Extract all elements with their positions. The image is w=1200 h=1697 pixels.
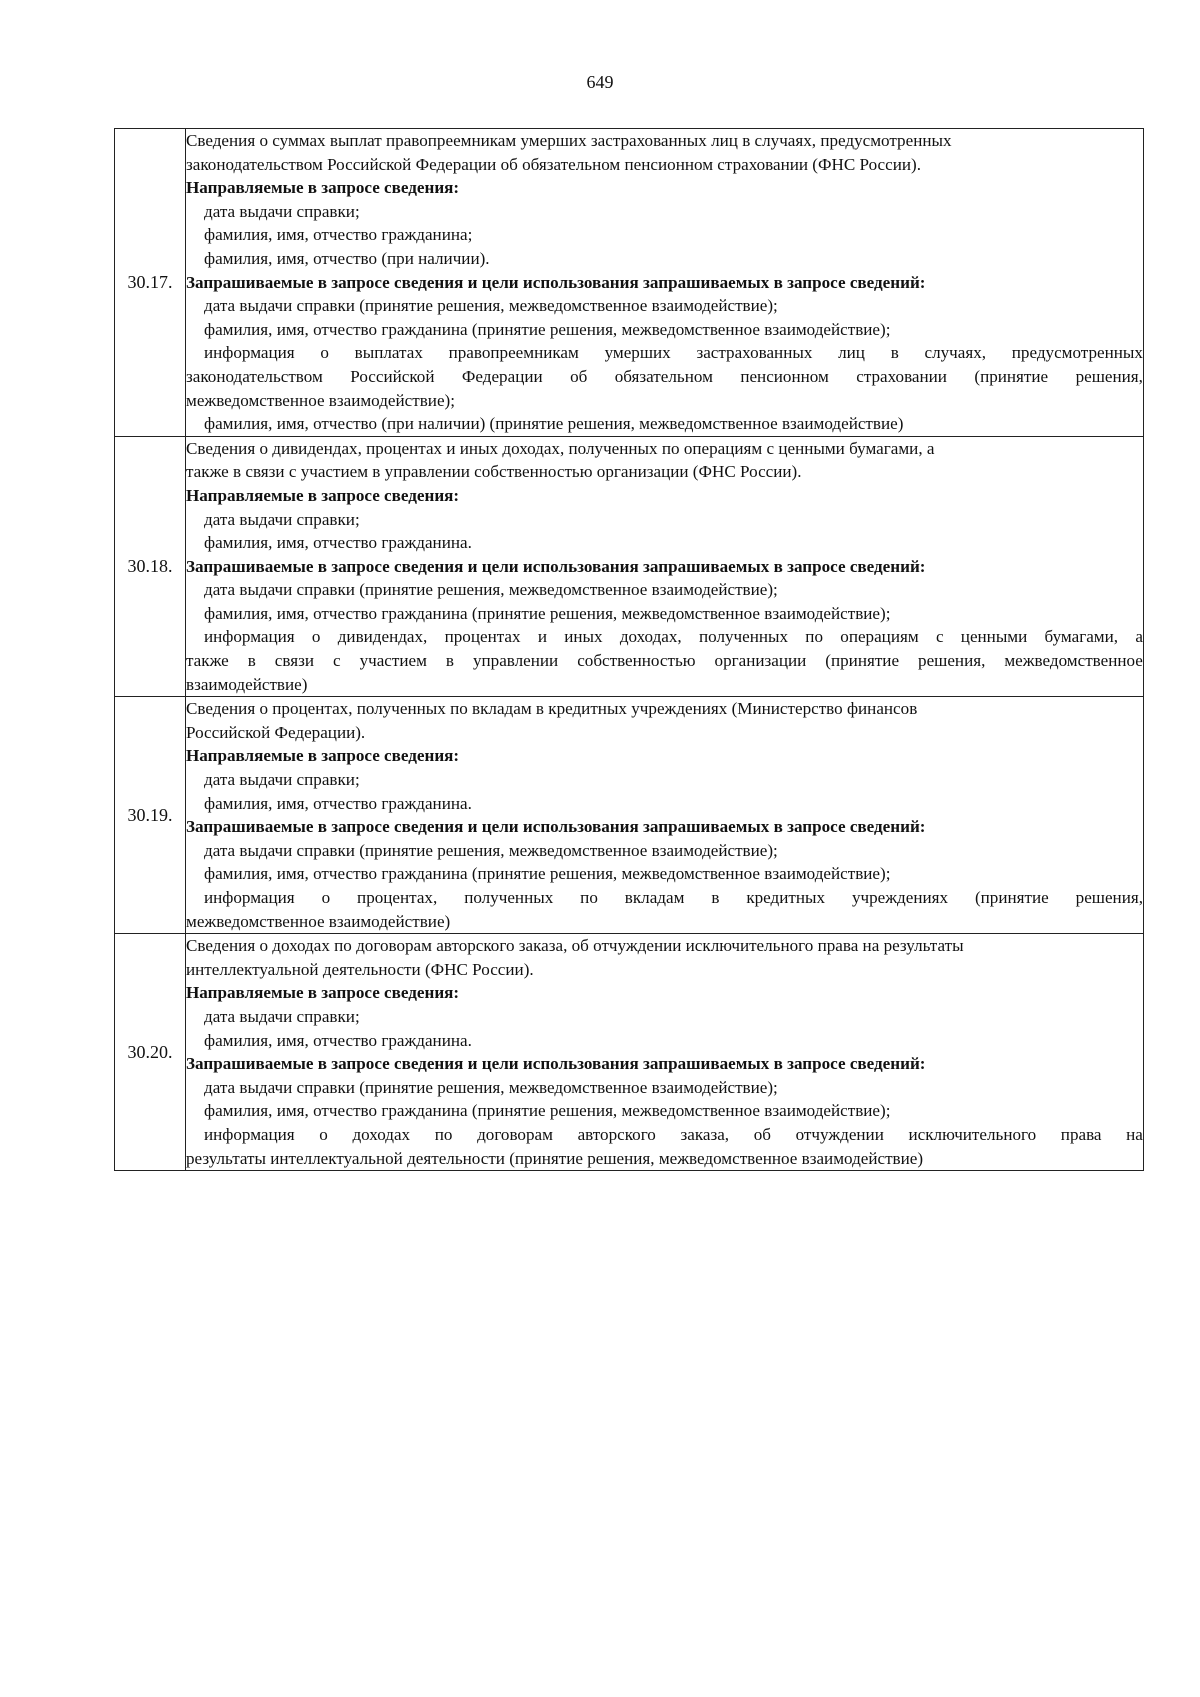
list-item: информация о процентах, полученных по вкладам в кредитных учреждениях (принятие решения, — [204, 888, 1143, 907]
description-line: Сведения о суммах выплат правопреемникам умерших застрахованных лиц в случаях, предусмотренных — [186, 131, 952, 150]
row-number: 30.20. — [115, 934, 186, 1171]
list-item: фамилия, имя, отчество гражданина (принятие решения, межведомственное взаимодействие); — [204, 603, 891, 623]
list-item: информация о дивидендах, процентах и иных доходах, полученных по операциям с ценными бумагами, а — [204, 627, 1143, 647]
list-item: информация о выплатах правопреемникам умерших застрахованных лиц в случаях, предусмотренных — [204, 343, 1143, 363]
requirements-table — [114, 128, 1144, 1171]
list-item-continuation: межведомственное взаимодействие); — [186, 390, 455, 410]
list-item: дата выдачи справки (принятие решения, межведомственное взаимодействие); — [204, 580, 778, 600]
list-item: дата выдачи справки (принятие решения, межведомственное взаимодействие); — [204, 840, 778, 860]
row-content — [186, 697, 1144, 934]
row-number: 30.18. — [115, 436, 186, 697]
row-content — [186, 129, 1144, 437]
list-item: фамилия, имя, отчество гражданина (принятие решения, межведомственное взаимодействие); — [204, 864, 891, 884]
row-content — [186, 436, 1144, 697]
row-content — [186, 934, 1144, 1171]
list-item: фамилия, имя, отчество гражданина (принятие решения, межведомственное взаимодействие); — [204, 1101, 891, 1121]
page-number: 649 — [586, 72, 614, 92]
section-heading: Запрашиваемые в запросе сведения и цели использования запрашиваемых в запросе сведений: — [186, 1054, 926, 1074]
list-item: фамилия, имя, отчество гражданина (принятие решения, межведомственное взаимодействие); — [204, 319, 891, 339]
section-heading: Направляемые в запросе сведения: — [186, 485, 460, 505]
table-row — [115, 697, 1144, 934]
list-item: дата выдачи справки (принятие решения, межведомственное взаимодействие); — [204, 296, 778, 316]
list-item: фамилия, имя, отчество гражданина. — [204, 793, 472, 813]
description-line: законодательством Российской Федерации об обязательном пенсионном страховании (ФНС России). — [186, 154, 921, 174]
list-item-continuation: результаты интеллектуальной деятельности (принятие решения, межведомственное взаимодействие) — [186, 1148, 924, 1168]
description-line: Сведения о дивидендах, процентах и иных доходах, полученных по операциям с ценными бумагами, а — [186, 438, 935, 458]
description-line: интеллектуальной деятельности (ФНС России). — [186, 959, 534, 979]
section-heading: Направляемые в запросе сведения: — [186, 746, 460, 766]
table-row — [115, 934, 1144, 1171]
description-line: также в связи с участием в управлении собственностью организации (ФНС России). — [186, 462, 802, 482]
section-heading: Запрашиваемые в запросе сведения и цели использования запрашиваемых в запросе сведений: — [186, 556, 926, 576]
section-heading: Запрашиваемые в запросе сведения и цели использования запрашиваемых в запросе сведений: — [186, 272, 926, 292]
list-item: дата выдачи справки; — [204, 1006, 360, 1026]
table-row — [115, 129, 1144, 437]
list-item: дата выдачи справки; — [204, 201, 360, 221]
list-item: дата выдачи справки; — [204, 770, 360, 790]
list-item: фамилия, имя, отчество (при наличии). — [204, 248, 490, 268]
section-heading: Направляемые в запросе сведения: — [186, 983, 460, 1003]
list-item-continuation: также в связи с участием в управлении собственностью организации (принятие решения, межведомственное — [186, 651, 1143, 671]
list-item: дата выдачи справки (принятие решения, межведомственное взаимодействие); — [204, 1077, 778, 1097]
list-item-continuation: межведомственное взаимодействие) — [186, 911, 451, 931]
row-number: 30.19. — [115, 697, 186, 934]
table-row — [115, 436, 1144, 697]
section-heading: Направляемые в запросе сведения: — [186, 178, 460, 198]
section-heading: Запрашиваемые в запросе сведения и цели использования запрашиваемых в запросе сведений: — [186, 817, 926, 837]
list-item-continuation: взаимодействие) — [186, 674, 308, 694]
description-line: Сведения о процентах, полученных по вкладам в кредитных учреждениях (Министерство финансов — [186, 699, 918, 719]
list-item: дата выдачи справки; — [204, 509, 360, 529]
list-item: фамилия, имя, отчество гражданина. — [204, 1030, 472, 1050]
description-line: Российской Федерации). — [186, 722, 366, 742]
row-number: 30.17. — [115, 129, 186, 437]
description-line: Сведения о доходах по договорам авторского заказа, об отчуждении исключительного права на результаты — [186, 936, 964, 956]
list-item: фамилия, имя, отчество гражданина; — [204, 225, 473, 245]
list-item: фамилия, имя, отчество гражданина. — [204, 533, 472, 553]
list-item: фамилия, имя, отчество (при наличии) (принятие решения, межведомственное взаимодействие) — [204, 414, 904, 434]
list-item-continuation: законодательством Российской Федерации об обязательном пенсионном страховании (принятие решения, — [186, 366, 1143, 386]
list-item: информация о доходах по договорам авторского заказа, об отчуждении исключительного права на — [204, 1124, 1143, 1144]
